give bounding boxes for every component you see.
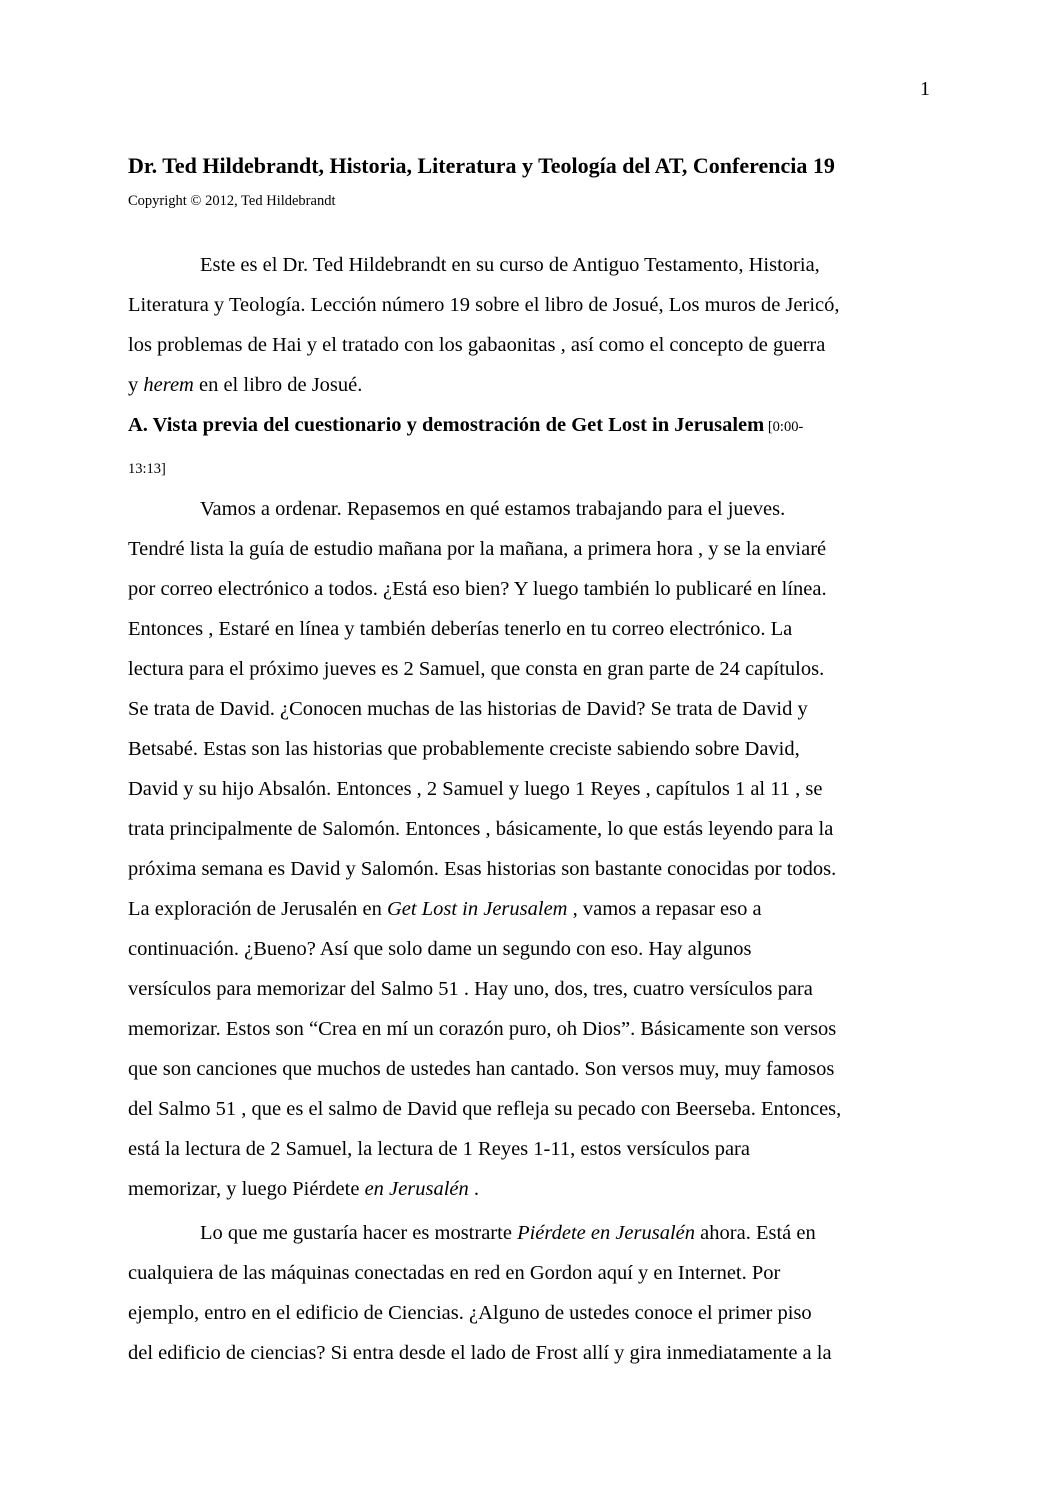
section-timestamp-start: [0:00- — [764, 419, 804, 435]
text-line: Este es el Dr. Ted Hildebrandt en su curso de Antiguo Testamento, Historia, — [200, 254, 820, 276]
text-line: lectura para el próximo jueves es 2 Samuel, que consta en gran parte de 24 capítulos. — [128, 658, 825, 680]
body-paragraph-2 — [128, 1213, 928, 1373]
text-line: Vamos a ordenar. Repasemos en qué estamos trabajando para el jueves. — [200, 498, 786, 520]
text-line: Literatura y Teología. Lección número 19 sobre el libro de Josué, Los muros de Jericó, — [128, 294, 840, 316]
emphasis-text: herem — [143, 374, 194, 396]
text-line: memorizar. Estos son “Crea en mí un corazón puro, oh Dios”. Básicamente son versos — [128, 1018, 837, 1040]
text-line: ejemplo, entro en el edificio de Ciencias. ¿Alguno de ustedes conoce el primer piso — [128, 1302, 812, 1324]
text-run: memorizar, y luego Piérdete — [128, 1178, 365, 1200]
text-run: , vamos a repasar eso a — [567, 898, 762, 920]
section-heading-a — [128, 405, 928, 489]
text-line: continuación. ¿Bueno? Así que solo dame un segundo con eso. Hay algunos — [128, 938, 752, 960]
text-line: Betsabé. Estas son las historias que probablemente creciste sabiendo sobre David, — [128, 738, 800, 760]
text-line: por correo electrónico a todos. ¿Está eso bien? Y luego también lo publicaré en línea. — [128, 578, 827, 600]
section-heading-text: A. Vista previa del cuestionario y demostración de Get Lost in Jerusalem — [128, 414, 765, 436]
text-run: ahora. Está en — [695, 1222, 816, 1244]
text-line: versículos para memorizar del Salmo 51 . Hay uno, dos, tres, cuatro versículos para — [128, 978, 813, 1000]
text-line: David y su hijo Absalón. Entonces , 2 Samuel y luego 1 Reyes , capítulos 1 al 11 , se — [128, 778, 823, 800]
text-run: en el libro de Josué. — [193, 374, 363, 396]
text-line: Entonces , Estaré en línea y también deberías tenerlo en tu correo electrónico. La — [128, 618, 793, 640]
text-line: cualquiera de las máquinas conectadas en red en Gordon aquí y en Internet. Por — [128, 1262, 781, 1284]
text-line: del Salmo 51 , que es el salmo de David que refleja su pecado con Beerseba. Entonces, — [128, 1098, 842, 1120]
text-line — [128, 1213, 928, 1253]
copyright-line: Copyright © 2012, Ted Hildebrandt — [128, 193, 336, 209]
body-paragraph-1 — [128, 489, 928, 1209]
emphasis-text: Get Lost in Jerusalem — [386, 898, 568, 920]
text-line: que son canciones que muchos de ustedes han cantado. Son versos muy, muy famosos — [128, 1058, 835, 1080]
document-title: Dr. Ted Hildebrandt, Historia, Literatura y Teología del AT, Conferencia 19 — [128, 153, 835, 178]
text-run: La exploración de Jerusalén en — [128, 898, 387, 920]
text-run: . — [468, 1178, 479, 1200]
page-number: 1 — [920, 78, 930, 100]
text-line — [128, 365, 928, 405]
text-line — [128, 1169, 928, 1209]
text-line: trata principalmente de Salomón. Entonces , básicamente, lo que estás leyendo para la — [128, 818, 834, 840]
section-timestamp-end: 13:13] — [128, 461, 166, 477]
text-line: Tendré lista la guía de estudio mañana por la mañana, a primera hora , y se la enviaré — [128, 538, 827, 560]
text-line — [128, 889, 928, 929]
text-run: Lo que me gustaría hacer es mostrarte — [200, 1222, 518, 1244]
text-line: está la lectura de 2 Samuel, la lectura de 1 Reyes 1-11, estos versículos para — [128, 1138, 750, 1160]
text-line: los problemas de Hai y el tratado con los gabaonitas , así como el concepto de guerra — [128, 334, 826, 356]
text-line: Se trata de David. ¿Conocen muchas de las historias de David? Se trata de David y — [128, 698, 808, 720]
text-line: del edificio de ciencias? Si entra desde el lado de Frost allí y gira inmediatamente a la — [128, 1342, 832, 1364]
text-run: y — [128, 374, 144, 396]
emphasis-text: Piérdete en Jerusalén — [517, 1222, 696, 1244]
document-body — [128, 245, 928, 1373]
intro-paragraph — [128, 245, 928, 405]
text-line: próxima semana es David y Salomón. Esas historias son bastante conocidas por todos. — [128, 858, 837, 880]
emphasis-text: en Jerusalén — [364, 1178, 469, 1200]
